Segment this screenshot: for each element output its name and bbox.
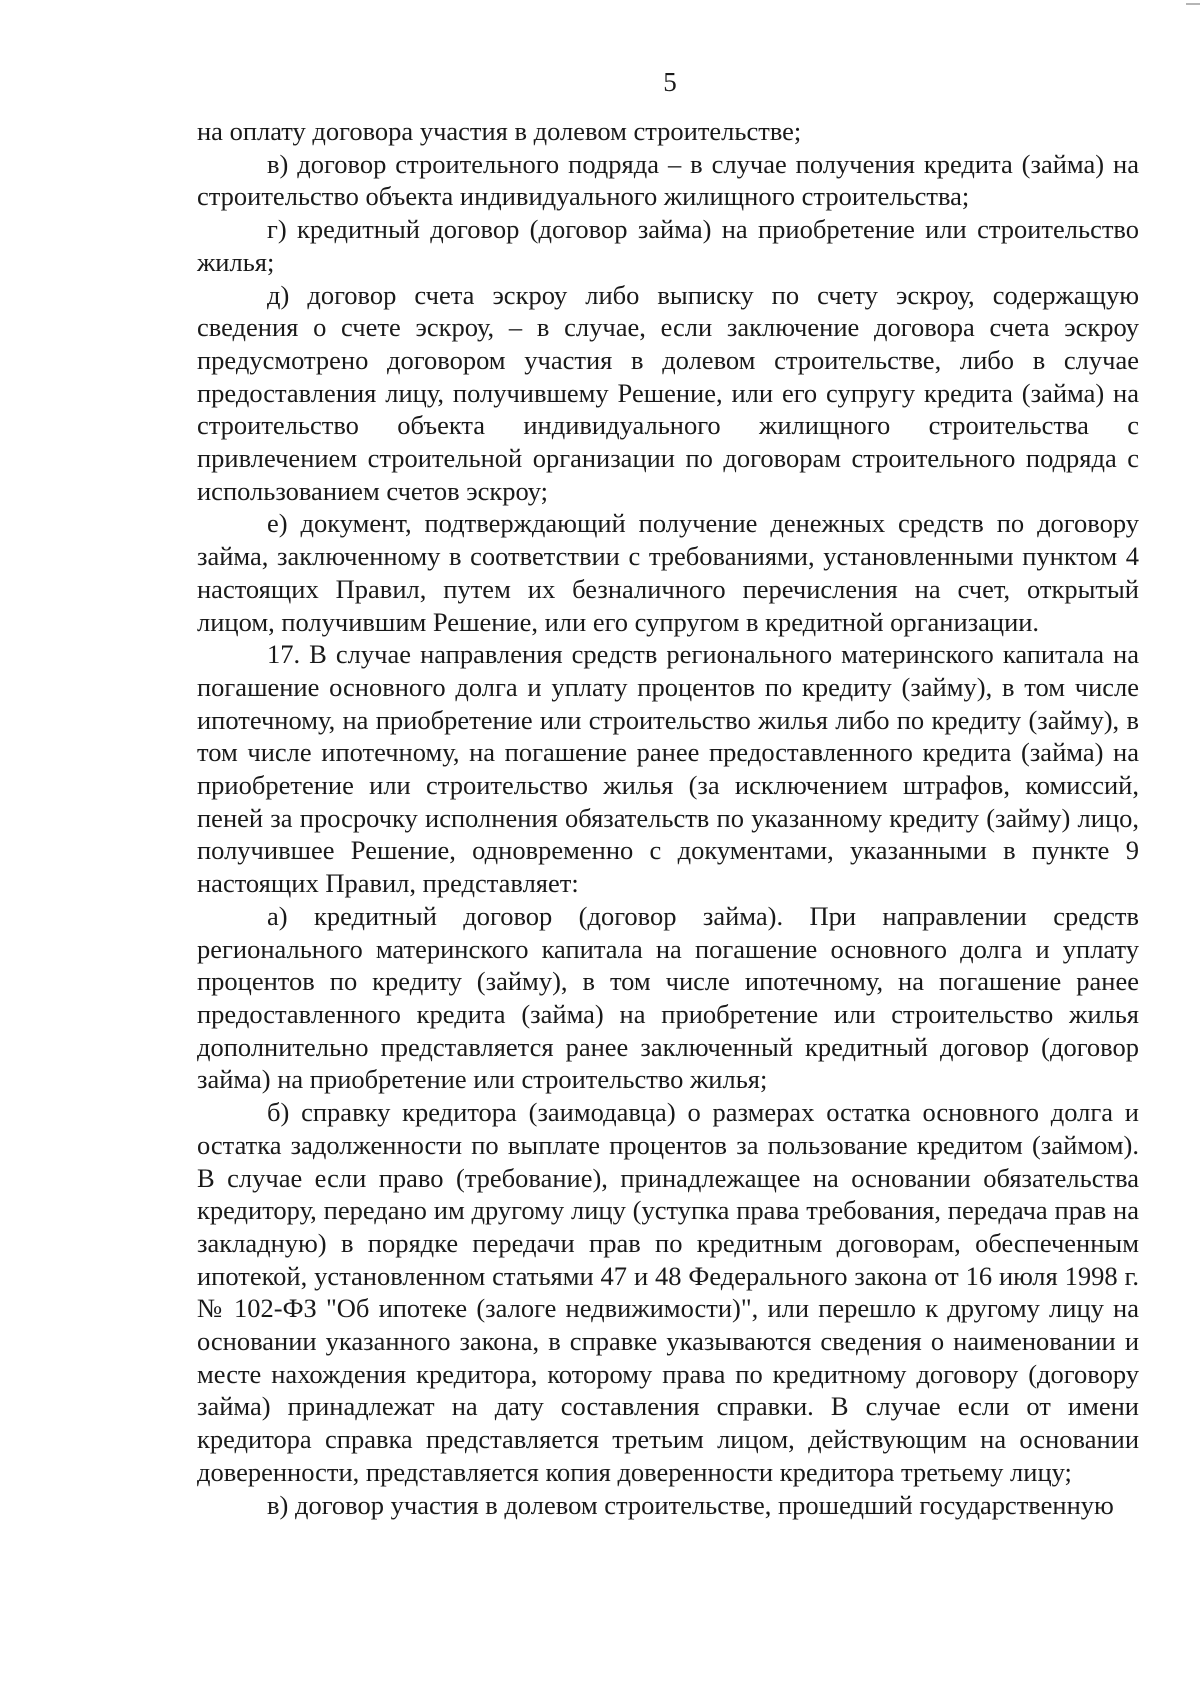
- paragraph: в) договор строительного подряда – в случае получения кредита (займа) на строительство объекта индивидуального жилищного строительства;: [197, 148, 1139, 212]
- paragraph: е) документ, подтверждающий получение денежных средств по договору займа, заключенному в соответствии с требованиями, установленными пунктом 4 настоящих Правил, путем их безналичного перечисления на счет, открытый лицом, получившим Решение, или его супругом в кредитной организации.: [197, 508, 1139, 637]
- scan-edge-mark: [1186, 3, 1200, 5]
- paragraph: а) кредитный договор (договор займа). При направлении средств регионального материнского капитала на погашение основного долга и уплату процентов по кредиту (займу), в том числе ипотечному, на погашение ранее предоставленного кредита (займа) на приобретение или строительство жилья дополнительно представляется ранее заключенный кредитный договор (договор займа) на приобретение или строительство жилья;: [197, 900, 1139, 1095]
- document-body: [197, 115, 1139, 1521]
- paragraph: б) справку кредитора (заимодавца) о размерах остатка основного долга и остатка задолженности по выплате процентов за пользование кредитом (займом). В случае если право (требование), принадлежащее на основании обязательства кредитору, передано им другому лицу (уступка права требования, передача прав на закладную) в порядке передачи прав по кредитным договорам, обеспеченным ипотекой, установленном статьями 47 и 48 Федерального закона от 16 июля 1998 г. № 102-ФЗ "Об ипотеке (залоге недвижимости)", или перешло к другому лицу на основании указанного закона, в справке указываются сведения о наименовании и месте нахождения кредитора, которому права по кредитному договору (договору займа) принадлежат на дату составления справки. В случае если от имени кредитора справка представляется третьим лицом, действующим на основании доверенности, представляется копия доверенности кредитора третьему лицу;: [197, 1097, 1139, 1487]
- paragraph: в) договор участия в долевом строительстве, прошедший государственную: [267, 1489, 1114, 1520]
- paragraph: на оплату договора участия в долевом строительстве;: [197, 116, 802, 146]
- page-number: 5: [663, 67, 677, 97]
- paragraph: 17. В случае направления средств регионального материнского капитала на погашение основного долга и уплату процентов по кредиту (займу), в том числе ипотечному, на приобретение или строительство жилья либо по кредиту (займу), в том числе ипотечному, на погашение ранее предоставленного кредита (займа) на приобретение или строительство жилья (за исключением штрафов, комиссий, пеней за просрочку исполнения обязательств по указанному кредиту (займу) лицо, получившее Решение, одновременно с документами, указанными в пункте 9 настоящих Правил, представляет:: [197, 639, 1139, 899]
- paragraph: д) договор счета эскроу либо выписку по счету эскроу, содержащую сведения о счете эскроу, – в случае, если заключение договора счета эскроу предусмотрено договором участия в долевом строительстве, либо в случае предоставления лицу, получившему Решение, или его супругу кредита (займа) на строительство объекта индивидуального жилищного строительства с привлечением строительной организации по договорам строительного подряда с использованием счетов эскроу;: [197, 279, 1139, 506]
- paragraph: г) кредитный договор (договор займа) на приобретение или строительство жилья;: [197, 214, 1139, 277]
